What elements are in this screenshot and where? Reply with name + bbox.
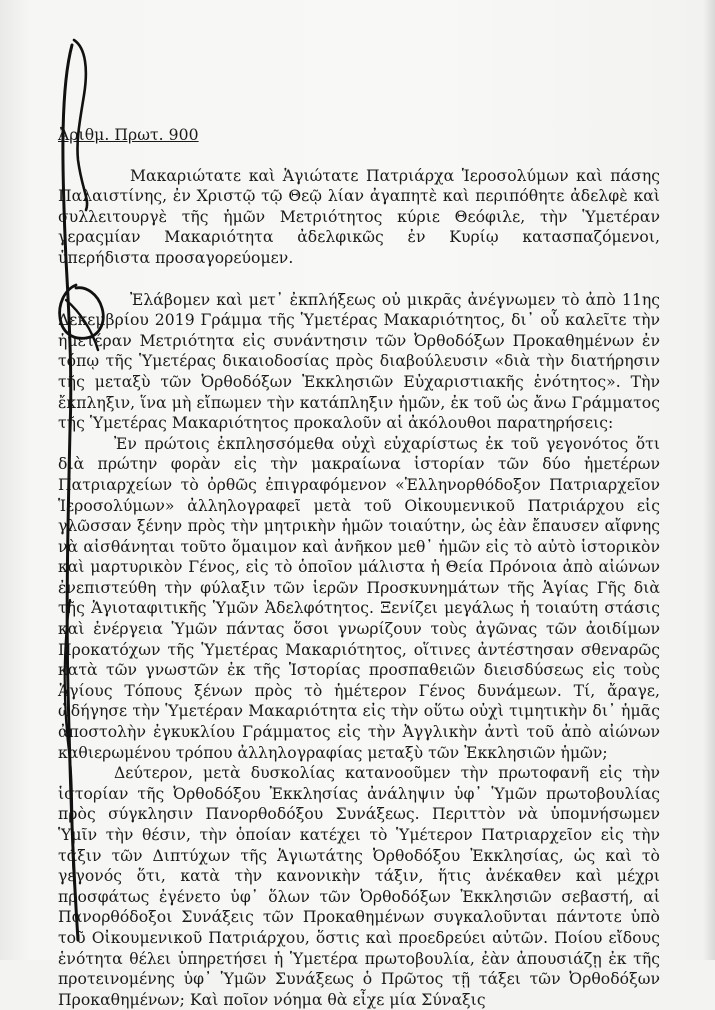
paragraph-second-point: Δεύτερον, μετὰ δυσκολίας κατανοοῦμεν τὴν πρωτοφανῆ εἰς τὴν ἱστορίαν τῆς Ὀρθοδόξου Ἐκκλησίας ἀνάληψιν ὑφ᾽ Ὑμῶν πρωτοβουλίας πρὸς σύγκλησιν Πανορθοδόξου Συνάξεως. Περιττὸν νὰ ὑπομνήσωμεν Ὑμῖν τὴν θέσιν, τὴν ὁποίαν κατέχει τὸ Ὑμέτερον Πατριαρχεῖον εἰς τὴν τάξιν τῶν Διπτύχων τῆς Ἁγιωτάτης Ὀρθοδόξου Ἐκκλησίας, ὡς καὶ τὸ γεγονός ὅτι, κατὰ τὴν κανονικὴν τάξιν, ἥτις ἀνέκαθεν καὶ μέχρι προσφάτως ἐγένετο ὑφ᾽ ὅλων τῶν Ὀρθοδόξων Ἐκκλησιῶν σεβαστή, αἱ Πανορθόδοξοι Συνάξεις τῶν Προκαθημένων συγκαλοῦνται πάντοτε ὑπὸ τοῦ Οἰκουμενικοῦ Πατριάρχου, ὅστις καὶ προεδρεύει αὐτῶν. Ποίου εἴδους ἑνότητα θέλει ὑπηρετήσει ἡ Ὑμετέρα πρωτοβουλία, ἐὰν ἀπουσιάζῃ ἐκ τῆς προτεινομένης ὑφ᾽ Ὑμῶν Συνάξεως ὁ Πρῶτος τῇ τάξει τῶν Ὀρθοδόξων Προκαθημένων; Καὶ ποῖον νόημα θὰ εἶχε μία Σύναξις: [58, 764, 660, 1009]
letter-body: [58, 125, 660, 1010]
protocol-number: Ἀριθμ. Πρωτ. 900: [58, 126, 199, 144]
salutation-paragraph: Μακαριώτατε καὶ Ἁγιώτατε Πατριάρχα Ἱεροσολύμων καὶ πάσης Παλαιστίνης, ἐν Χριστῷ τῷ Θεῷ λίαν ἀγαπητὲ καὶ περιπόθητε ἀδελφὲ καὶ συλλειτουργὲ τῆς ἡμῶν Μετριότητος κύριε Θεόφιλε, τὴν Ὑμετέραν γεραςμίαν Μακαριότητα ἀδελφικῶς ἐν Κυρίῳ κατασπαζόμενοι, ὑπερήδιστα προσαγορεύομεν.: [58, 166, 660, 267]
paragraph-first-point: Ἐν πρώτοις ἐκπλησσόμεθα οὐχὶ εὐχαρίστως ἐκ τοῦ γεγονότος ὅτι διὰ πρώτην φορὰν εἰς τὴν μακραίωνα ἱστορίαν τῶν δύο ἡμετέρων Πατριαρχείων τὸ ὀρθῶς ἐπιγραφόμενον «Ἑλληνορθόδοξον Πατριαρχεῖον Ἱεροσολύμων» ἀλληλογραφεῖ μετὰ τοῦ Οἰκουμενικοῦ Πατριάρχου εἰς γλῶσσαν ξένην πρὸς τὴν μητρικὴν ἡμῶν τοιαύτην, ὡς ἐὰν ἔπαυσεν αἴφνης νὰ αἰσθάνηται τοῦτο ὅμαιμον καὶ ἀνῆκον μεθ᾽ ἡμῶν εἰς τὸ αὐτὸ ἱστορικὸν καὶ μαρτυρικὸν Γένος, εἰς τὸ ὁποῖον μάλιστα ἡ Θεία Πρόνοια ἀπὸ αἰώνων ἐνεπιστεύθη τὴν φύλαξιν τῶν ἱερῶν Προσκυνημάτων τῆς Ἁγίας Γῆς διὰ τῆς Ἁγιοταφιτικῆς Ὑμῶν Ἀδελφότητος. Ξενίζει μεγάλως ἡ τοιαύτη στάσις καὶ ἐνέργεια Ὑμῶν πάντας ὅσοι γνωρίζουν τοὺς ἀγῶνας τῶν ἀοιδίμων Προκατόχων τῆς Ὑμετέρας Μακαριότητος, οἵτινες ἀντέστησαν σθεναρῶς κατὰ τῶν γνωστῶν ἐκ τῆς Ἱστορίας προσπαθειῶν διεισδύσεως εἰς τοὺς Ἁγίους Τόπους ξένων πρὸς τὸ ἡμέτερον Γένος δυνάμεων. Τί, ἄραγε, ὡδήγησε τὴν Ὑμετέραν Μακαριότητα εἰς τὴν οὕτω οὐχὶ τιμητικὴν δι᾽ ἡμᾶς ἀποστολὴν ἐγκυκλίου Γράμματος εἰς τὴν Ἀγγλικὴν ἀντὶ τοῦ ἀπὸ αἰώνων καθιερωμένου τρόπου ἀλληλογραφίας μεταξὺ τῶν Ἐκκλησιῶν ἡμῶν;: [58, 434, 660, 762]
page-edge-shadow: [703, 0, 715, 960]
paragraph-receipt: Ἐλάβομεν καὶ μετ᾽ ἐκπλήξεως οὐ μικρᾶς ἀνέγνωμεν τὸ ἀπὸ 11ης Δεκεμβρίου 2019 Γράμμα τῆς Ὑμετέρας Μακαριότητος, δι᾽ οὗ καλεῖτε τὴν ἡμετέραν Μετριότητα εἰς συνάντησιν τῶν Ὀρθοδόξων Προκαθημένων ἐν τόπῳ τῆς Ὑμετέρας δικαιοδοσίας πρὸς διαβούλευσιν «διὰ τὴν διατήρησιν τῆς μεταξὺ τῶν Ὀρθοδόξων Ἐκκλησιῶν Εὐχαριστιακῆς ἑνότητος». Τὴν ἔκπληξιν, ἵνα μὴ εἴπωμεν τὴν κατάπληξιν ἡμῶν, ἐκ τοῦ ὡς ἄνω Γράμματος τῆς Ὑμετέρας Μακαριότητος προκαλοῦν αἱ ἀκόλουθοι παρατηρήσεις:: [58, 290, 660, 433]
